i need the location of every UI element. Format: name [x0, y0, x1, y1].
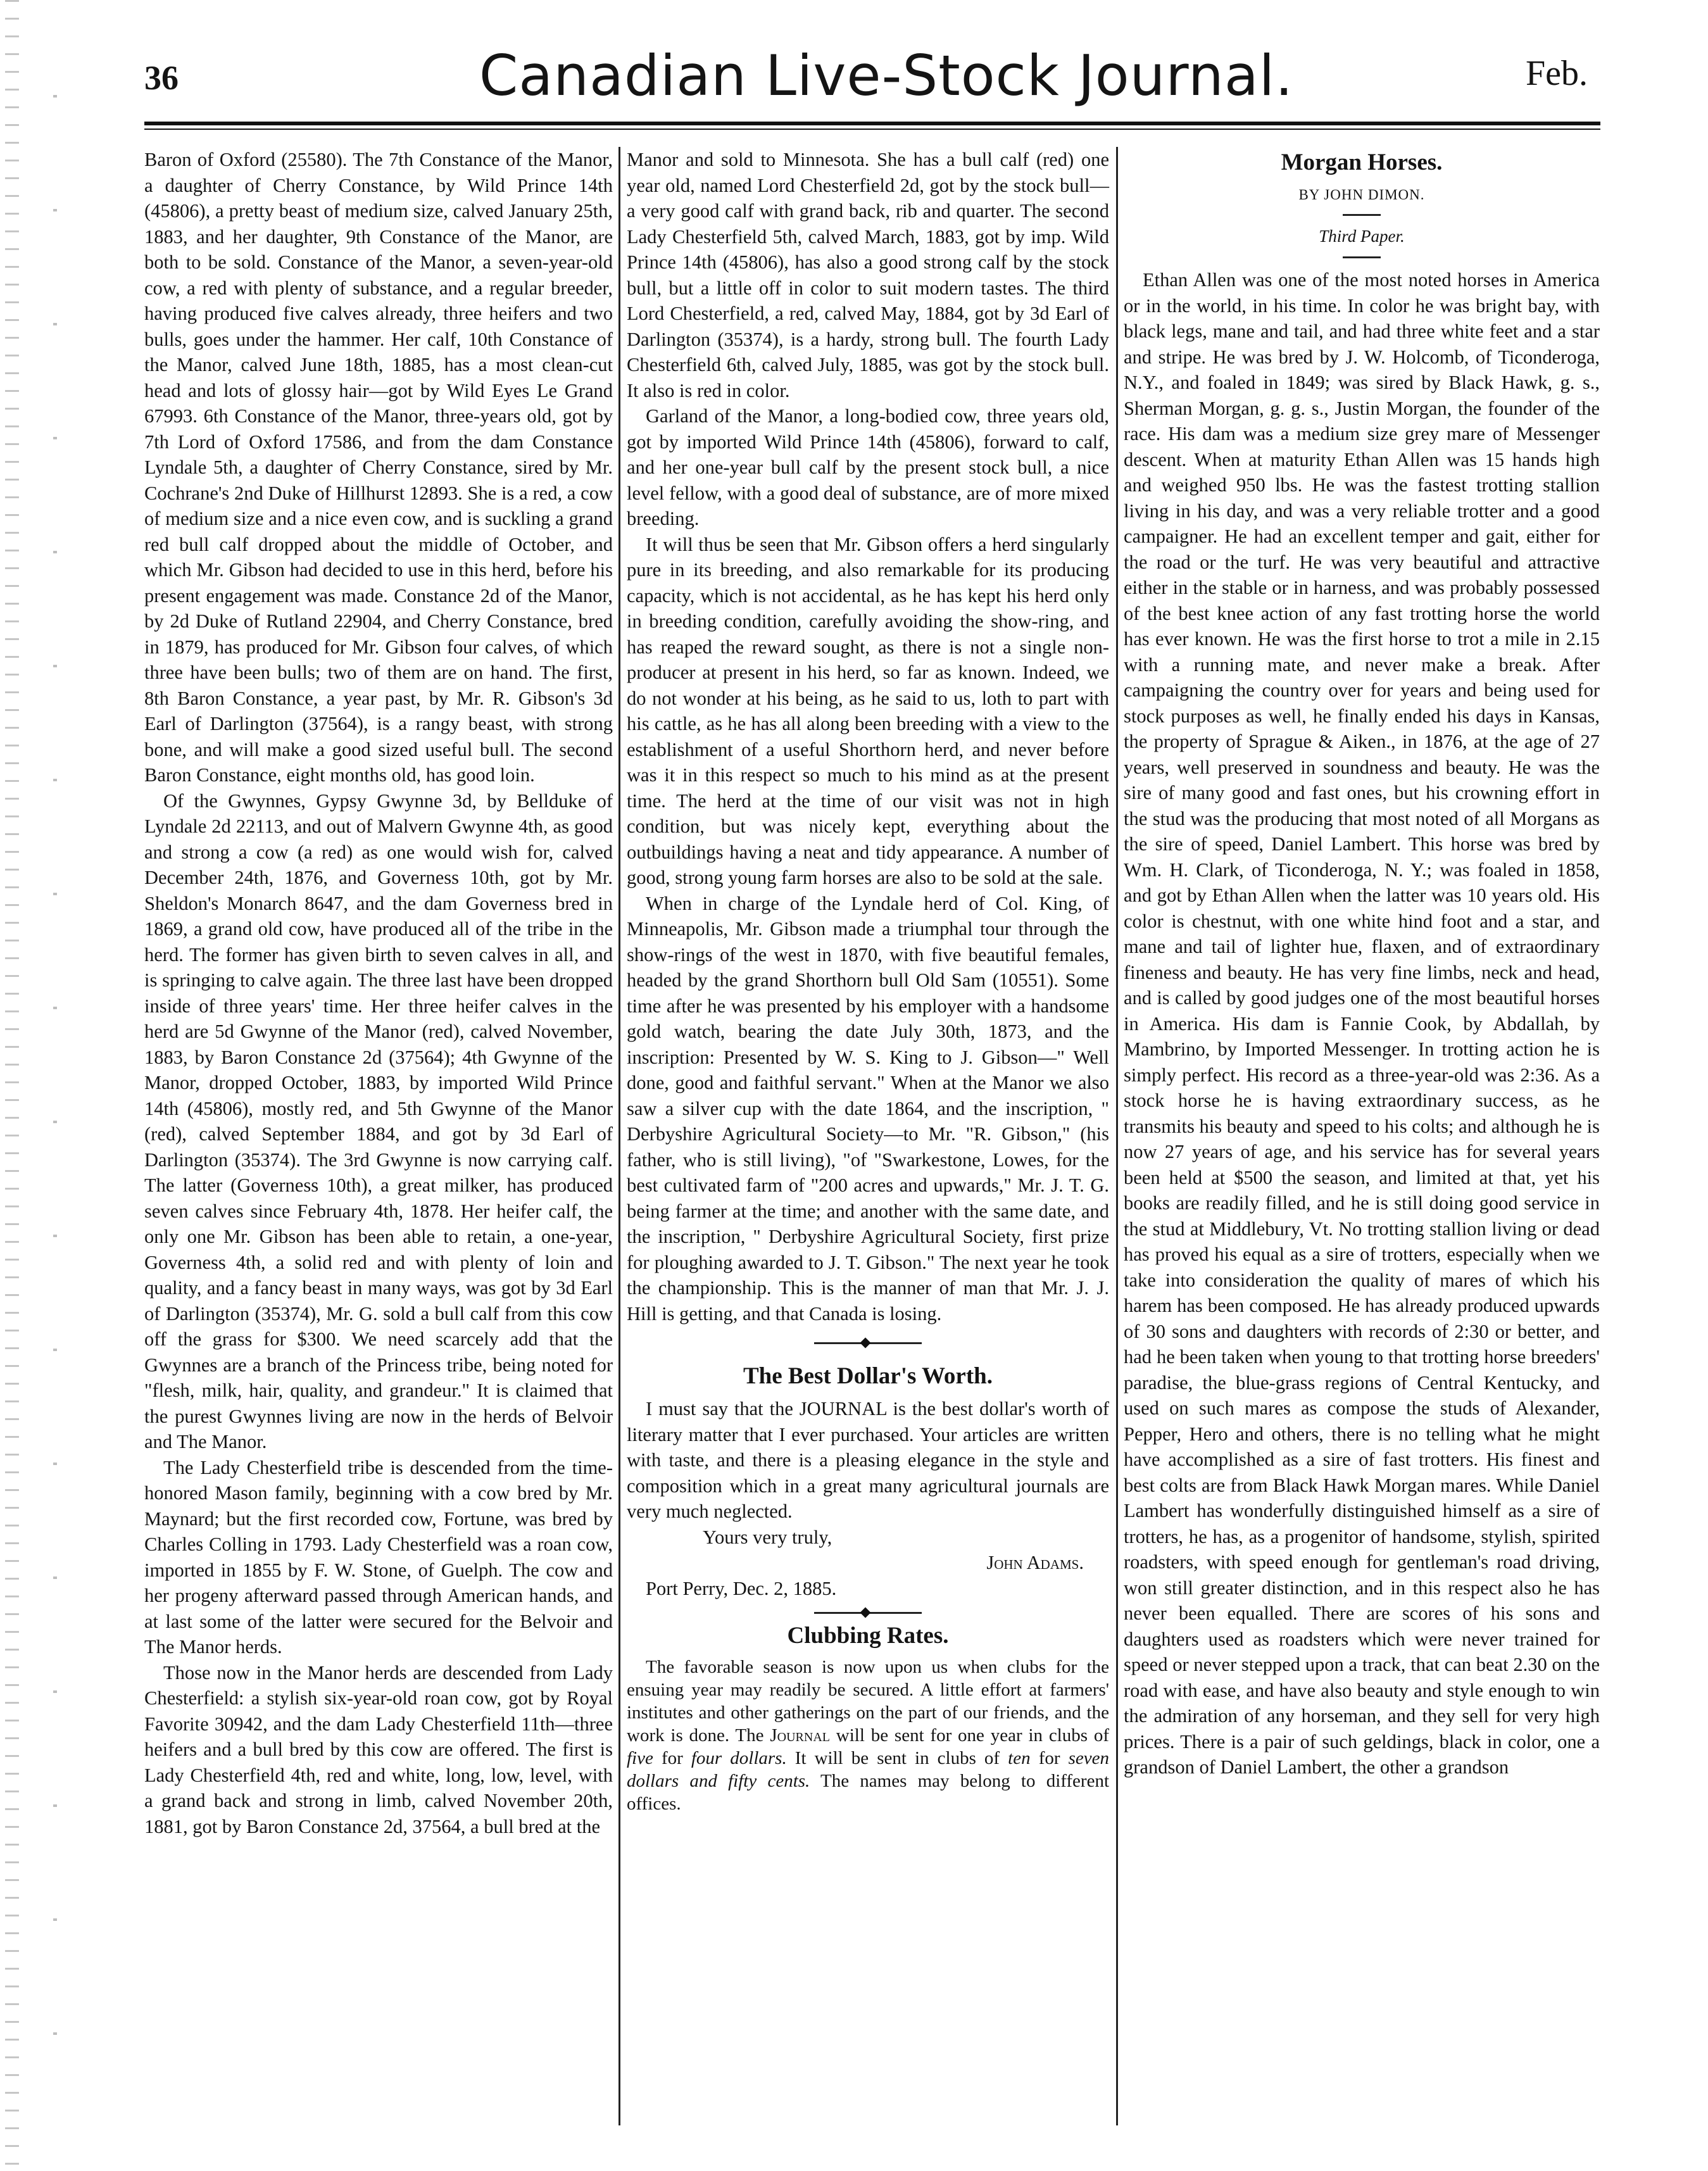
clubbing-rates-heading: Clubbing Rates. — [787, 1623, 949, 1649]
journal-name: Journal — [770, 1725, 830, 1746]
scan-edge-marks — [53, 95, 57, 2121]
col1-paragraph-2: Of the Gwynnes, Gypsy Gwynne 3d, by Bellduke of Lyndale 2d 22113, and out of Malvern Gwynne 4th, as good and strong a cow (a red) as one would wish for, calved December 24th, 1876, and Governess 10th, got by Mr. Sheldon's Monarch 8647, and the dam Governess bred in 1869, a grand old cow, have produced all of the tribe in the herd. The former has given birth to seven calves in all, and is springing to calve again. The three last have been dropped inside of three years' time. Her three heifer calves in the herd are 5d Gwynne of the Manor (red), calved November, 1883, by Baron Constance 2d (37564); 4th Gwynne of the Manor, dropped October, 1883, by imported Wild Prince 14th (45806), mostly red, and 5th Gwynne of the Manor (red), calved September 1884, and got by 3d Earl of Darlington (35374). The 3rd Gwynne is now carrying calf. The latter (Governess 10th), a great milker, has produced seven calves since February 4th, 1878. Her heifer calf, the only one Mr. Gibson has been able to retain, a one-year, Governess 4th, a solid red and with plenty of loin and quality, and a fancy beast in many ways, was got by 3d Earl of Darlington (35374), Mr. G. sold a bull calf from this cow off the grass for $300. We need scarcely add that the Gwynnes are a branch of the Princess tribe, being noted for "flesh, milk, hair, quality, and grandeur." It is claimed that the purest Gwynnes living are now in the herds of Belvoir and The Manor. — [144, 790, 613, 1452]
header-rule-thick — [144, 122, 1600, 125]
letter-paragraph: I must say that the JOURNAL is the best dollar's worth of literary matter that I ever purchased. Your articles are written with taste, and there is a pleasing elegance in the style and composition which in a great many agricultural journals are very much neglected. — [627, 1398, 1109, 1522]
morgan-horses-heading: Morgan Horses. — [1281, 149, 1443, 175]
byline-dash — [1343, 214, 1381, 216]
col2-paragraph-4: When in charge of the Lyndale herd of Col. King, of Minneapolis, Mr. Gibson made a triumphal tour through the show-rings of the west in 1870, with five beautiful females, headed by the grand Shorthorn bull Old Sam (10551). Some time after he was presented by his employer with a handsome gold watch, bearing the date July 30th, 1873, and the inscription: Presented by W. S. King to J. Gibson—" Well done, good and faithful servant." When at the Manor we also saw a silver cup with the date 1864, and the inscription, " Derbyshire Agricultural Society—to Mr. "R. Gibson," (his father, who is still living), "of "Swarkestone, Lowes, for the best cultivated farm of "200 acres and upwards," Mr. J. T. G. being farmer at the time; and another with the same date, and the inscription, " Derbyshire Agricultural Society, first prize for ploughing awarded to J. T. Gibson." The next year he took the championship. This is the manner of man that Mr. J. J. Hill is getting, and that Canada is losing. — [627, 892, 1109, 1325]
section-separator-2 — [814, 1608, 922, 1618]
col2-paragraph-1: Manor and sold to Minnesota. She has a bull calf (red) one year old, named Lord Chesterfield 2d, got by the stock bull—a very good calf with grand back, rib and quarter. The second Lady Chesterfield 5th, calved March, 1883, got by imp. Wild Prince 14th (45806), has also a good strong calf by the stock bull, but a little off in color to suit modern tastes. The third Lord Chesterfield, a red, calved May, 1884, got by 3d Earl of Darlington (35374), is a hardy, strong bull. The fourth Lady Chesterfield 6th, calved July, 1885, was got by the stock bull. It also is red in color. — [627, 149, 1109, 401]
col3-paragraph-1: Ethan Allen was one of the most noted horses in America or in the world, in his time. In color he was bright bay, with black legs, mane and tail, and had three white feet and a star and stripe. He was bred by J. W. Holcomb, of Ticonderoga, N.Y., and foaled in 1849; was sired by Black Hawk, g. s., Sherman Morgan, g. g. s., Justin Morgan, the founder of the race. His dam was a medium size grey mare of Messenger descent. When at maturity Ethan Allen was 15 hands high and weighed 950 lbs. He was the fastest trotting stallion living in his day, and was a very reliable trotter and a good campaigner. He had an excellent temper and gait, either for the road or the turf. He was very beautiful and attractive either in the stable or in harness, and was probably possessed of the best knee action of any fast trotting horse the world has ever known. He was the first horse to trot a mile in 2.15 with a running mate, and never make a break. After campaigning the country over for years and being used for stock purposes as well, he finally ended his days in Kansas, the property of Sprague & Aiken., in 1876, at the age of 27 years, well preserved in soundness and beauty. He was the sire of many good and fast ones, but his crowning effort in the stud was the producing that most noted of all Morgans as the sire of speed, Daniel Lambert. This horse was bred by Wm. H. Clark, of Ticonderoga, N. Y.; was foaled in 1858, and got by Ethan Allen when the latter was 10 years old. His color is chestnut, with one white hind foot and a star, and mane and tail of lighter hue, flaxen, and of extraordinary fineness and beauty. He has very fine limbs, neck and head, and is called by good judges one of the most beautiful horses in America. His dam is Fannie Cook, by Abdallah, by Mambrino, by Imported Messenger. In trotting action he is simply perfect. His record as a three-year-old was 2:36. As a stock horse he is having extraordinary success, as he transmits his beauty and speed to his colts; and although he is now 27 years of age, and his service has for several years been held at $500 the season, and limited at that, yet his books are readily filled, and he is still doing good service in the stud at Middlebury, Vt. No trotting stallion living or dead has proved his equal as a sire of trotters, especially when we take into consideration the quality of mares of which his harem has been composed. He has already produced upwards of 30 sons and daughters with records of 2:30 or better, and had he been taken when young to that trotting horse breeders' paradise, the blue-grass regions of Central Kentucky, and used on such mares as compose the studs of Alexander, Pepper, Hero and others, there is no telling what he might have accomplished as a sire of fast trotters. His finest and best colts are from Black Hawk Morgan mares. While Daniel Lambert has wonderfully distinguished himself as a sire of trotters, he has, as a progenitor of handsome, stylish, spirited roadsters, with speed enough for gentleman's road driving, won still greater distinction, and in this respect also he has never been equalled. There are scores of his sons and daughters used as roadsters which were never trained for speed or never stepped upon a track, that can beat 2.30 on the road with ease, and have also beauty and style enough to win the admiration of any horseman, and they sell for very high prices. There is a pair of such geldings, black in color, one a grandson of Daniel Lambert, the other a grandson — [1124, 269, 1600, 1778]
column-1 — [144, 147, 613, 1839]
journal-title: Canadian Live-Stock Journal. — [479, 43, 1294, 108]
col1-paragraph-3: The Lady Chesterfield tribe is descended from the time-honored Mason family, beginning with a cow bred by Mr. Maynard; but the first recorded cow, Fortune, was bred by Charles Colling in 1793. Lady Chesterfield was a roan cow, imported in 1855 by F. W. Stone, of Guelph. The cow and her progeny afterward passed through American hands, and at last some of the latter were secured for the Belvoir and The Manor herds. — [144, 1456, 613, 1658]
col1-paragraph-1: Baron of Oxford (25580). The 7th Constance of the Manor, a daughter of Cherry Constance, by Wild Prince 14th (45806), a pretty beast of medium size, calved January 25th, 1883, and her daughter, 9th Constance of the Manor, are both to be sold. Constance of the Manor, a seven-year-old cow, a red with plenty of substance, and a regular breeder, having produced five calves already, three heifers and two bulls, goes under the hammer. Her calf, 10th Constance of the Manor, calved June 18th, 1885, has a most clean-cut head and lots of glossy hair—got by Wild Eyes Le Grand 67993. 6th Constance of the Manor, three-years old, got by 7th Lord of Oxford 17586, and from the dam Constance Lyndale 5th, a daughter of Cherry Constance, sired by Mr. Cochrane's 2nd Duke of Hillhurst 12893. She is a red, a cow of medium size and a nice even cow, and is suckling a grand red bull calf dropped about the middle of October, and which Mr. Gibson had decided to use in this herd, before his present engagement was made. Constance 2d of the Manor, by 2d Duke of Rutland 22904, and Cherry Constance, bred in 1879, has produced for Mr. Gibson four calves, of which three have been bulls; two of them are on hand. The first, 8th Baron Constance, a year past, by Mr. R. Gibson's 3d Earl of Darlington (37564), is a rangy beast, with strong bone, and will make a good sized useful bull. The second Baron Constance, eight months old, has good loin. — [144, 149, 613, 786]
column-divider-1 — [619, 147, 620, 2125]
letter-place-date: Port Perry, Dec. 2, 1885. — [646, 1577, 837, 1599]
column-3 — [1124, 147, 1600, 1780]
article-byline: BY JOHN DIMON. — [1298, 187, 1425, 203]
letter-closing: Yours very truly, — [703, 1526, 832, 1548]
subheading-dash — [1343, 256, 1381, 258]
col1-paragraph-4: Those now in the Manor herds are descended from Lady Chesterfield: a stylish six-year-old roan cow, got by Royal Favorite 30942, and the dam Lady Chesterfield 11th—three heifers and a bull bred by this cow are offered. The first is Lady Chesterfield 4th, red and white, long, low, level, with a grand back and strong in limb, calved November 20th, 1881, got by Baron Constance 2d, 37564, a bull bred at the — [144, 1661, 613, 1837]
best-dollar-heading: The Best Dollar's Worth. — [743, 1363, 993, 1389]
letter-signature: John Adams. — [986, 1552, 1084, 1573]
column-divider-2 — [1116, 147, 1118, 2125]
col2-paragraph-3: It will thus be seen that Mr. Gibson offers a herd singularly pure in its breeding, and also remarkable for its producing capacity, which is not accidental, as he has kept his herd only in breeding condition, carefully avoiding the show-ring, and has reaped the reward sought, as there is not a single non-producer at present in his herd, so far as known. Indeed, we do not wonder at his being, as he said to us, loth to part with his cattle, as he has all along been breeding with a view to the establishment of a useful Shorthorn herd, and never before was it in this respect so much to his mind as at the present time. The herd at the time of our visit was not in high condition, but was nicely kept, everything about the outbuildings having a neat and tidy appearance. A number of good, strong young farm horses are also to be sold at the sale. — [627, 533, 1109, 888]
header-rule-thin — [144, 129, 1600, 130]
col2-paragraph-2: Garland of the Manor, a long-bodied cow, three years old, got by imported Wild Prince 14th (45806), forward to calf, and her one-year bull calf by the present stock bull, a nice level fellow, with a good deal of substance, are of more mixed breeding. — [627, 405, 1109, 529]
issue-month: Feb. — [1526, 54, 1588, 93]
page-number: 36 — [144, 59, 179, 97]
section-separator — [814, 1338, 922, 1348]
article-subheading: Third Paper. — [1319, 227, 1405, 246]
column-2 — [627, 147, 1109, 1815]
scan-edge-specks — [5, 0, 19, 2171]
clubbing-rates-paragraph: The favorable season is now upon us when clubs for the ensuing year may readily be secured. A little effort at farmers' institutes and other gatherings on the part of our friends, and the work is done. The Journal will be sent for one year in clubs of five for four dollars. It will be sent in clubs of ten for seven dollars and fifty cents. The names may belong to different offices. — [627, 1657, 1109, 1814]
